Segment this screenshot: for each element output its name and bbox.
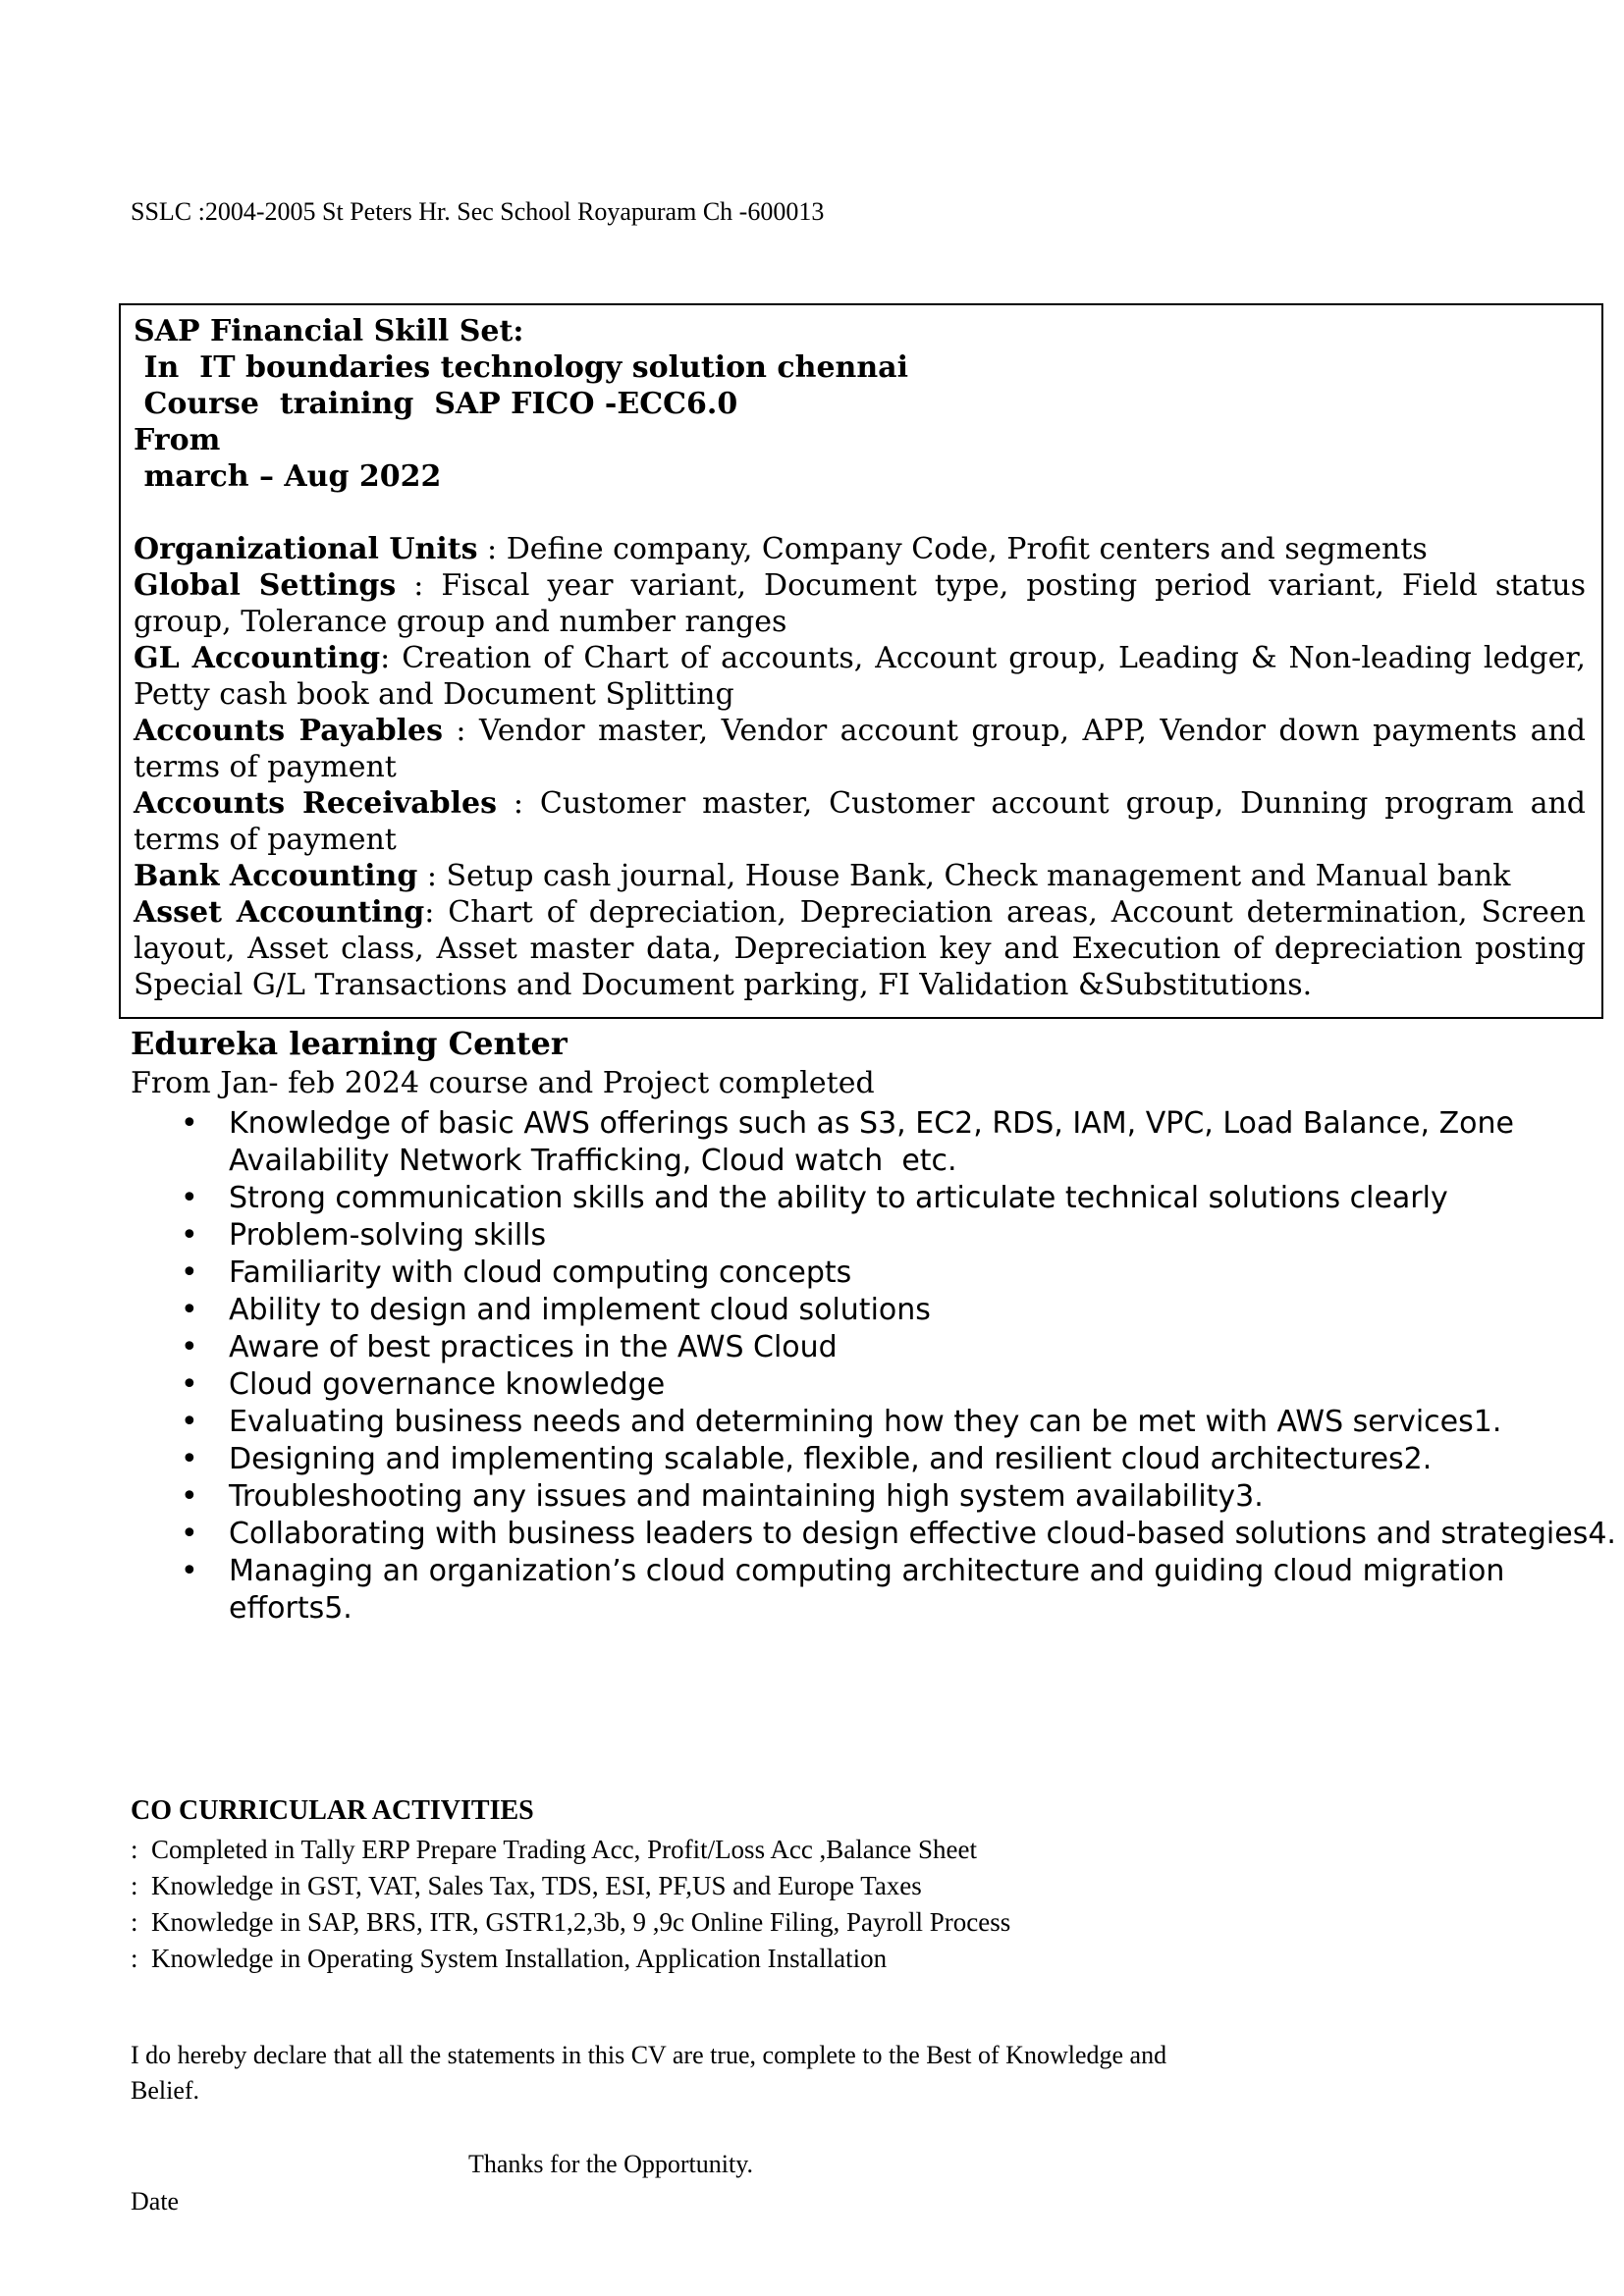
skill-label: Asset Accounting [134, 895, 425, 930]
co-curricular-title: CO CURRICULAR ACTIVITIES [131, 1795, 534, 1826]
skill-label: Bank Accounting [134, 859, 418, 893]
skill-text: Define company, Company Code, Profit centers and segments [506, 532, 1428, 566]
declaration-text: I do hereby declare that all the statements in this CV are true, complete to the Best of Knowledge and Belief. [131, 2041, 1167, 2105]
list-item: • Strong communication skills and the ability to articulate technical solutions clearly [118, 1180, 1618, 1217]
skill-accounts-payables [134, 713, 1586, 785]
list-item: • Knowledge of basic AWS offerings such as S3, EC2, RDS, IAM, VPC, Load Balance, Zone Availability Network Trafficking, Cloud watch etc. [118, 1105, 1618, 1180]
co-curricular-list [131, 1832, 1010, 1977]
list-item: • Aware of best practices in the AWS Cloud [118, 1329, 1618, 1366]
skill-label: Global Settings [134, 568, 397, 603]
sap-box-duration-line: march – Aug 2022 [134, 459, 442, 494]
co-curricular-item: : Completed in Tally ERP Prepare Trading Acc, Profit/Loss Acc ,Balance Sheet [131, 1835, 977, 1864]
co-curricular-item: : Knowledge in GST, VAT, Sales Tax, TDS, ESI, PF,US and Europe Taxes [131, 1871, 922, 1900]
thanks-line: Thanks for the Opportunity. [468, 2150, 754, 2178]
skill-label: Accounts Payables [134, 714, 443, 748]
skill-text: Chart of depreciation, Depreciation areas, Account determination, Screen layout, Asset class, Asset master data, Depreciation key and Execution of depreciation posting Special G/L Transactions and Document parking, FI Validation &Substitutions. [134, 895, 1586, 1002]
sap-financial-skill-box [119, 303, 1603, 1019]
list-item: • Ability to design and implement cloud solutions [118, 1292, 1618, 1329]
co-curricular-item: : Knowledge in SAP, BRS, ITR, GSTR1,2,3b, 9 ,9c Online Filing, Payroll Process [131, 1907, 1011, 1937]
edureka-section-title: Edureka learning Center [131, 1025, 568, 1062]
list-item: • Evaluating business needs and determining how they can be met with AWS services1. [118, 1404, 1618, 1441]
skill-separator: : [424, 895, 449, 930]
co-curricular-item: : Knowledge in Operating System Installation, Application Installation [131, 1944, 888, 1973]
sap-box-title: SAP Financial Skill Set: [134, 314, 524, 348]
skill-text: Creation of Chart of accounts, Account group, Leading & Non-leading ledger, Petty cash book and Document Splitting [134, 641, 1586, 712]
skill-label: GL Accounting [134, 641, 381, 675]
skill-bank-accounting [134, 858, 1586, 894]
skill-separator: : [417, 859, 447, 893]
date-label: Date [131, 2187, 180, 2216]
skill-gl-accounting [134, 640, 1586, 713]
list-item: • Collaborating with business leaders to design effective cloud-based solutions and strategies4. [118, 1516, 1618, 1553]
skill-separator: : [380, 641, 403, 675]
education-sslc-line: SSLC :2004-2005 St Peters Hr. Sec School Royapuram Ch -600013 [131, 197, 825, 226]
blank-line [134, 495, 1586, 531]
skill-text: Setup cash journal, House Bank, Check management and Manual bank [446, 859, 1511, 893]
skill-separator: : [477, 532, 507, 566]
skill-global-settings [134, 567, 1586, 640]
list-item: • Problem-solving skills [118, 1217, 1618, 1255]
skill-organizational-units [134, 531, 1586, 567]
skill-asset-accounting [134, 894, 1586, 1003]
skill-text: Fiscal year variant, Document type, posting period variant, Field status group, Tolerance group and number ranges [134, 568, 1586, 639]
skill-label: Organizational Units [134, 532, 478, 566]
aws-skills-list [118, 1105, 1618, 1628]
skill-label: Accounts Receivables [134, 786, 497, 821]
list-item: • Managing an organization’s cloud computing architecture and guiding cloud migration efforts5. [118, 1553, 1618, 1628]
sap-box-course-line: Course training SAP FICO -ECC6.0 [134, 387, 738, 421]
sap-box-institute-line: In IT boundaries technology solution chennai [134, 350, 908, 385]
list-item: • Cloud governance knowledge [118, 1366, 1618, 1404]
sap-box-from-label: From [134, 423, 221, 457]
skill-text: Customer master, Customer account group, Dunning program and terms of payment [134, 786, 1586, 857]
skill-separator: : [396, 568, 442, 603]
skill-text: Vendor master, Vendor account group, APP, Vendor down payments and terms of payment [134, 714, 1587, 784]
list-item: • Familiarity with cloud computing concepts [118, 1255, 1618, 1292]
skill-separator: : [497, 786, 540, 821]
skill-accounts-receivables [134, 785, 1586, 858]
skill-separator: : [442, 714, 479, 748]
list-item: • Designing and implementing scalable, flexible, and resilient cloud architectures2. [118, 1441, 1618, 1478]
list-item: • Troubleshooting any issues and maintaining high system availability3. [118, 1478, 1618, 1516]
edureka-course-period: From Jan- feb 2024 course and Project completed [131, 1066, 875, 1100]
